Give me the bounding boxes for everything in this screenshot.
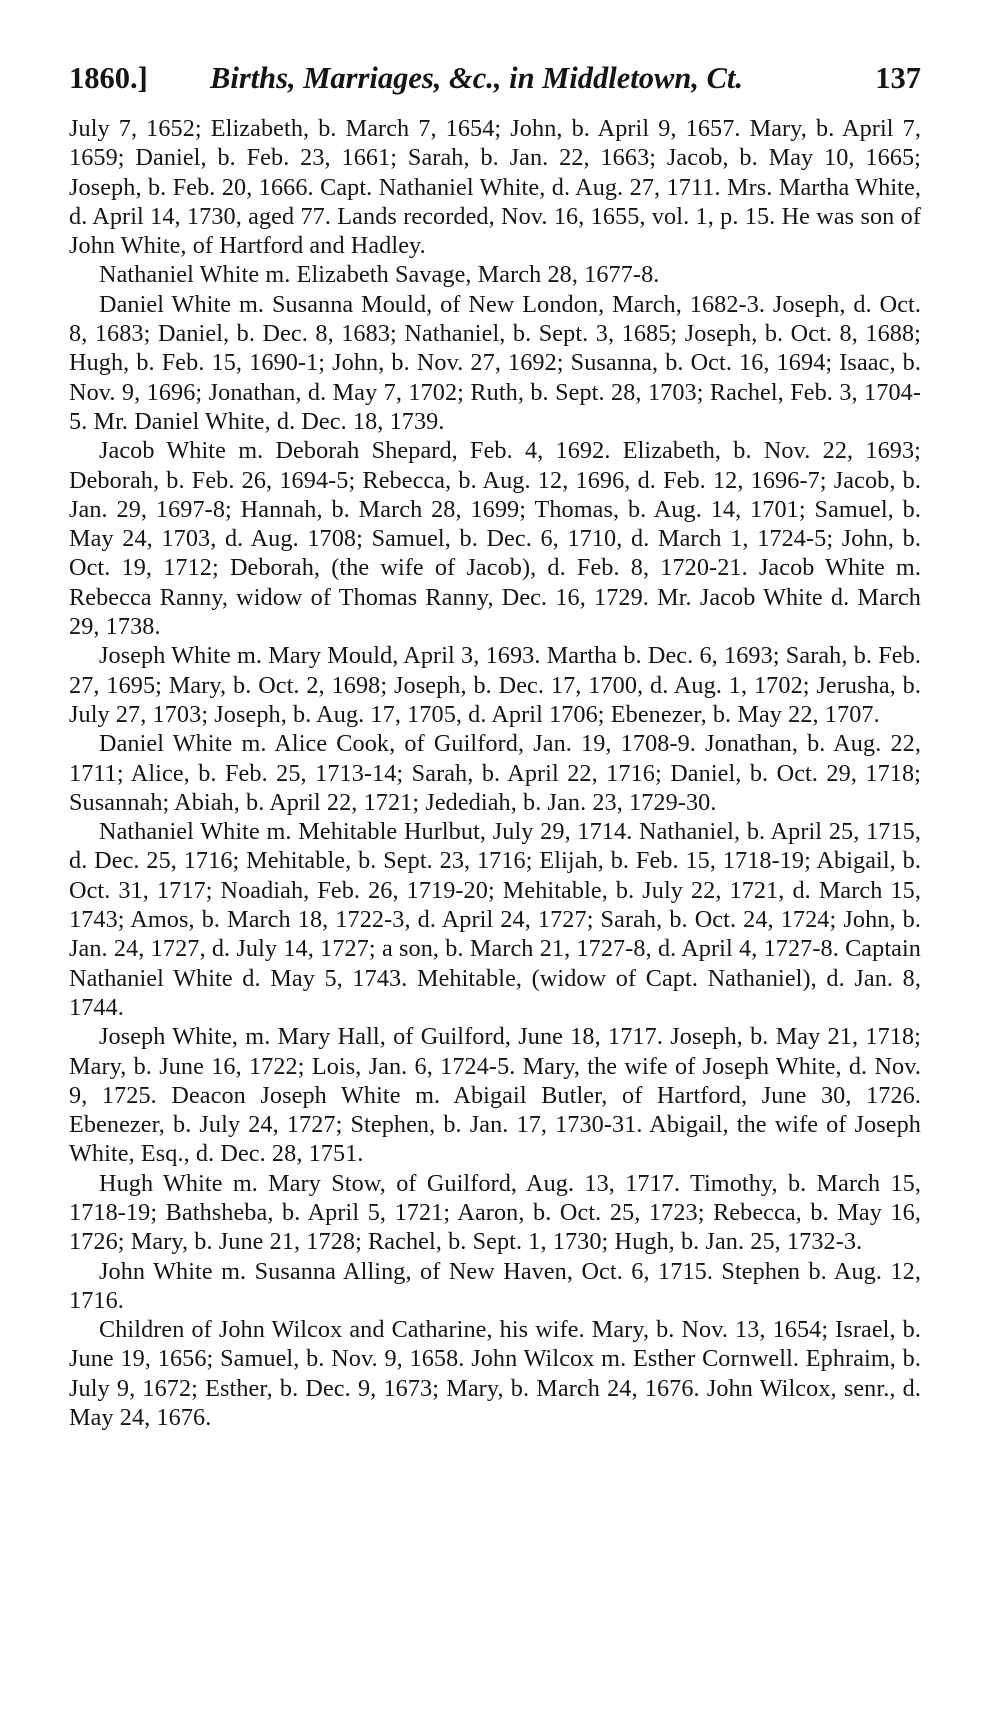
paragraph-entry: Joseph White m. Mary Mould, April 3, 1693. Martha b. Dec. 6, 1693; Sarah, b. Feb. 27, 1695; Mary, b. Oct. 2, 1698; Joseph, b. Dec. 17, 1700, d. Aug. 1, 1702; Jerusha, b. July 27, 1703; Joseph, b. Aug. 17, 1705, d. April 1706; Ebenezer, b. May 22, 1707. [69,642,921,728]
paragraph-entry: Daniel White m. Alice Cook, of Guilford, Jan. 19, 1708-9. Jonathan, b. Aug. 22, 1711; Alice, b. Feb. 25, 1713-14; Sarah, b. April 22, 1716; Daniel, b. Oct. 29, 1718; Susannah; Abiah, b. April 22, 1721; Jedediah, b. Jan. 23, 1729-30. [69,730,921,816]
running-head [69,58,921,98]
paragraph-entry: John White m. Susanna Alling, of New Haven, Oct. 6, 1715. Stephen b. Aug. 12, 1716. [69,1257,921,1314]
paragraph-entry: Nathaniel White m. Mehitable Hurlbut, July 29, 1714. Nathaniel, b. April 25, 1715, d. Dec. 25, 1716; Mehitable, b. Sept. 23, 1716; Elijah, b. Feb. 15, 1718-19; Abigail, b. Oct. 31, 1717; Noadiah, Feb. 26, 1719-20; Mehitable, b. July 22, 1721, d. March 15, 1743; Amos, b. March 18, 1722-3, d. April 24, 1727; Sarah, b. Oct. 24, 1724; John, b. Jan. 24, 1727, d. July 14, 1727; a son, b. March 21, 1727-8, d. April 4, 1727-8. Captain Nathaniel White d. May 5, 1743. Mehitable, (widow of Capt. Nathaniel), d. Jan. 8, 1744. [69,818,921,1021]
paragraph-entry: Hugh White m. Mary Stow, of Guilford, Aug. 13, 1717. Timothy, b. March 15, 1718-19; Bathsheba, b. April 5, 1721; Aaron, b. Oct. 25, 1723; Rebecca, b. May 16, 1726; Mary, b. June 21, 1728; Rachel, b. Sept. 1, 1730; Hugh, b. Jan. 25, 1732-3. [69,1169,921,1256]
paragraph-entry: Children of John Wilcox and Catharine, his wife. Mary, b. Nov. 13, 1654; Israel, b. June 19, 1656; Samuel, b. Nov. 9, 1658. John Wilcox m. Esther Cornwell. Ephraim, b. July 9, 1672; Esther, b. Dec. 9, 1673; Mary, b. March 24, 1676. John Wilcox, senr., d. May 24, 1676. [69,1316,921,1432]
paragraph-entry: Nathaniel White m. Elizabeth Savage, March 28, 1677-8. [99,261,660,289]
page-number: 137 [875,61,921,95]
header-year: 1860.] [69,61,148,95]
header-title: Births, Marriages, &c., in Middletown, Ct. [210,61,744,95]
paragraph-entry: Jacob White m. Deborah Shepard, Feb. 4, 1692. Elizabeth, b. Nov. 22, 1693; Deborah, b. Feb. 26, 1694-5; Rebecca, b. Aug. 12, 1696, d. Feb. 12, 1696-7; Jacob, b. Jan. 29, 1697-8; Hannah, b. March 28, 1699; Thomas, b. Aug. 14, 1701; Samuel, b. May 24, 1703, d. Aug. 1708; Samuel, b. Dec. 6, 1710, d. March 1, 1724-5; John, b. Oct. 19, 1712; Deborah, (the wife of Jacob), d. Feb. 8, 1720-21. Jacob White m. Rebecca Ranny, widow of Thomas Ranny, Dec. 16, 1729. Mr. Jacob White d. March 29, 1738. [69,437,921,641]
paragraph-entry: Daniel White m. Susanna Mould, of New London, March, 1682-3. Joseph, d. Oct. 8, 1683; Daniel, b. Dec. 8, 1683; Nathaniel, b. Sept. 3, 1685; Joseph, b. Oct. 8, 1688; Hugh, b. Feb. 15, 1690-1; John, b. Nov. 27, 1692; Susanna, b. Oct. 16, 1694; Isaac, b. Nov. 9, 1696; Jonathan, d. May 7, 1702; Ruth, b. Sept. 28, 1703; Rachel, Feb. 3, 1704-5. Mr. Daniel White, d. Dec. 18, 1739. [69,290,921,435]
paragraph-continuation: July 7, 1652; Elizabeth, b. March 7, 1654; John, b. April 9, 1657. Mary, b. April 7, 1659; Daniel, b. Feb. 23, 1661; Sarah, b. Jan. 22, 1663; Jacob, b. May 10, 1665; Joseph, b. Feb. 20, 1666. Capt. Nathaniel White, d. Aug. 27, 1711. Mrs. Martha White, d. April 14, 1730, aged 77. Lands recorded, Nov. 16, 1655, vol. 1, p. 15. He was son of John White, of Hartford and Hadley. [69,115,921,260]
body-text [69,114,921,1432]
paragraph-entry: Joseph White, m. Mary Hall, of Guilford, June 18, 1717. Joseph, b. May 21, 1718; Mary, b. June 16, 1722; Lois, Jan. 6, 1724-5. Mary, the wife of Joseph White, d. Nov. 9, 1725. Deacon Joseph White m. Abigail Butler, of Hartford, June 30, 1726. Ebenezer, b. July 24, 1727; Stephen, b. Jan. 17, 1730-31. Abigail, the wife of Joseph White, Esq., d. Dec. 28, 1751. [69,1023,921,1168]
